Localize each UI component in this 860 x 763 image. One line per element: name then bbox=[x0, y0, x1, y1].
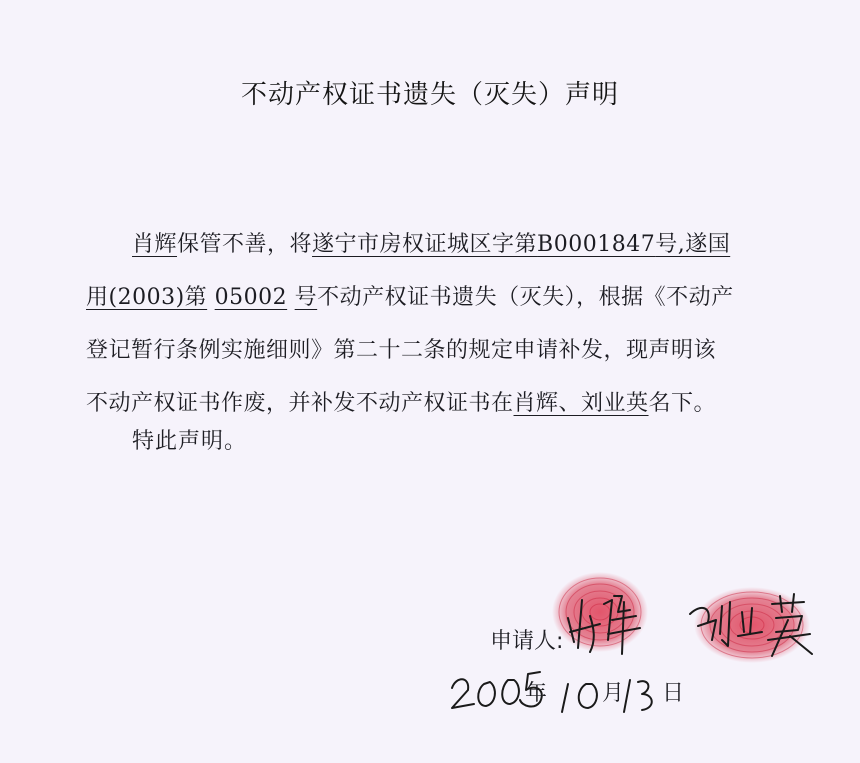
certificate-number-suffix: 号,遂国 bbox=[655, 232, 731, 257]
page-title: 不动产权证书遗失（灭失）声明 bbox=[240, 80, 619, 110]
applicant-label: 申请人: bbox=[490, 629, 564, 654]
land-use-prefix: 用(2003)第 bbox=[86, 285, 208, 310]
body-text-segment: 名下。 bbox=[648, 391, 717, 416]
body-line-3: 登记暂行条例实施细则》第二十二条的规定申请补发，现声明该 bbox=[86, 338, 717, 363]
new-owner-names: 肖辉、刘业英 bbox=[513, 391, 649, 416]
land-use-number: 05002 bbox=[214, 285, 288, 310]
owner-name: 肖辉 bbox=[132, 232, 178, 257]
date-month-unit: 月 bbox=[602, 681, 625, 706]
fingerprint-1 bbox=[552, 572, 648, 652]
land-use-suffix: 号 bbox=[294, 285, 318, 310]
body-text-segment: 不动产权证书遗失（灭失），根据《不动产 bbox=[317, 285, 734, 310]
date-day-unit: 日 bbox=[662, 681, 685, 706]
body-text-segment: 不动产权证书作废，并补发不动产权证书在 bbox=[86, 391, 514, 416]
body-text-segment: 保管不善，将 bbox=[177, 232, 313, 257]
certificate-number: B0001847 bbox=[537, 232, 656, 257]
closing-statement: 特此声明。 bbox=[132, 429, 248, 454]
date-year-unit: 年 bbox=[525, 681, 548, 706]
certificate-number-prefix: 遂宁市房权证城区字第 bbox=[312, 232, 538, 257]
